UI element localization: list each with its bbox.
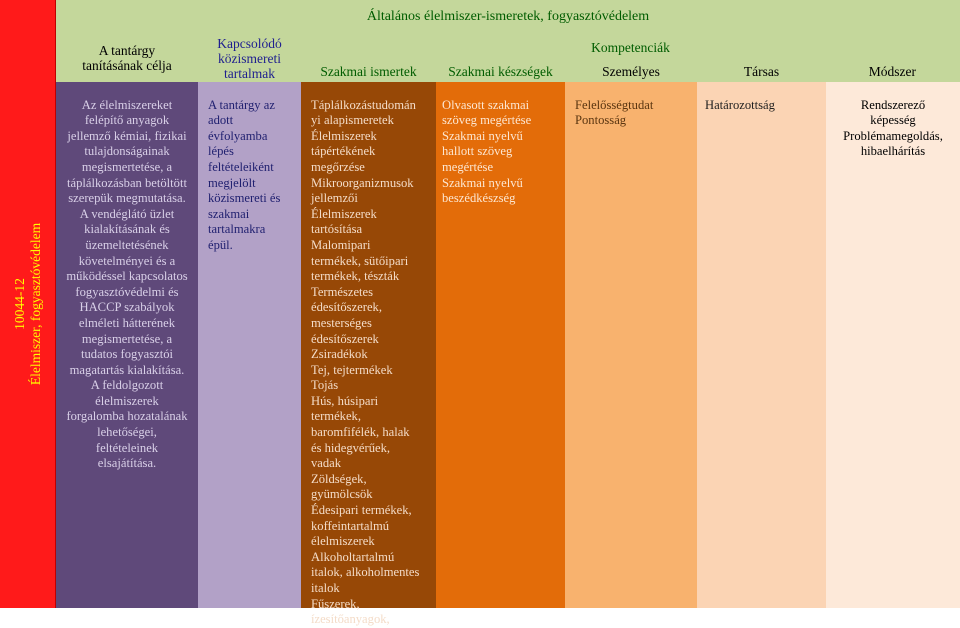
- skills-text: Olvasott szakmai szöveg megértése Szakmai nyelvű hallott szöveg megértése Szakmai nyelvű beszédkészség: [442, 97, 532, 206]
- side-label-column: [0, 0, 56, 608]
- method-cell: [826, 82, 960, 608]
- side-label-code: 10044-12: [11, 278, 27, 330]
- skills-header-text: Szakmai készségek: [448, 64, 553, 79]
- competencies-header: [301, 34, 960, 62]
- skills-header: [436, 62, 565, 82]
- knowledge-text: Táplálkozástudomán yi alapismeretek Élelmiszerek tápértékének megőrzése Mikroorganizmusok jellemzői Élelmiszerek tartósítása Malomipari termékek, sütőipari termékek, tészták Természetes édesítőszerek, mesterséges édesítőszerek Zsiradékok Tej, tejtermékek Tojás Hús, húsipari termékek, baromfifélék, halak és hidegvérűek, vadak Zöldségek, gyümölcsök Édesipari termékek, koffeintartalmú élelmiszerek Alkoholtartalmú italok, alkoholmentes italok Fűszerek, ízesítőanyagok,: [311, 97, 420, 627]
- aim-header-text: A tantárgy tanításának célja: [82, 43, 172, 73]
- personal-header-text: Személyes: [602, 64, 660, 79]
- method-header: [826, 62, 960, 82]
- social-header-text: Társas: [743, 64, 780, 79]
- social-text: Határozottság: [705, 97, 775, 112]
- personal-header: [565, 62, 697, 82]
- competencies-header-text: Kompetenciák: [591, 40, 670, 55]
- top-title: [56, 0, 960, 34]
- method-header-text: Módszer: [868, 64, 916, 79]
- knowledge-header-text: Szakmai ismertek: [320, 64, 417, 79]
- personal-cell: [565, 82, 697, 608]
- aim-text: Az élelmiszereket felépítő anyagok jellemző kémiai, fizikai tulajdonságainak megismertetése, a táplálkozásban betöltött szerepük megmutatása. A vendéglátó üzlet kialakításának és üzemeltetésének követelményei és a működéssel kapcsolatos fogyasztóvédelmi és HACCP szabályok elméleti hátterének megismertetése, a tudatos fogyasztói magatartás kialakítása. A feldolgozott élelmiszerek forgalomba hozatalának lehetőségei, feltételeinek elsajátítása.: [66, 97, 188, 471]
- side-label-name: Élelmiszer, fogyasztóvédelem: [27, 222, 43, 386]
- skills-cell: [436, 82, 565, 608]
- aim-cell: [56, 82, 198, 608]
- related-header: [198, 34, 301, 82]
- related-text: A tantárgy az adott évfolyamba lépés feltételeiként megjelölt közismereti és szakmai tartalmakra épül.: [208, 97, 281, 252]
- related-header-text: Kapcsolódó közismereti tartalmak: [217, 35, 282, 81]
- social-header: [697, 62, 826, 82]
- aim-header: [56, 34, 198, 82]
- social-cell: [697, 82, 826, 608]
- knowledge-header: [301, 62, 436, 82]
- top-title-text: Általános élelmiszer-ismeretek, fogyasztóvédelem: [366, 9, 650, 24]
- method-text: Rendszerező képesség Problémamegoldás, hibaelhárítás: [843, 97, 943, 159]
- knowledge-cell: [301, 82, 436, 627]
- side-label-text: [0, 0, 55, 608]
- related-cell: [198, 82, 301, 608]
- personal-text: Felelősségtudat Pontosság: [575, 97, 654, 128]
